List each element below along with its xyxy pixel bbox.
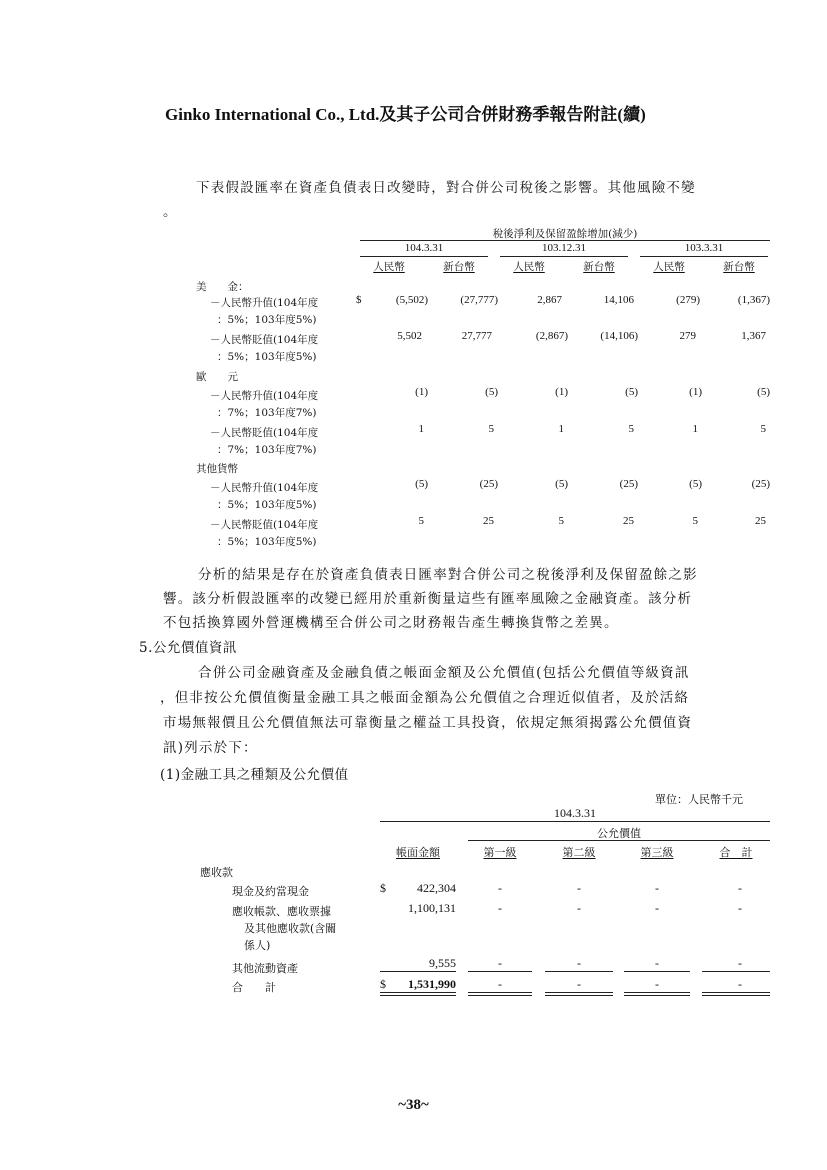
table-cell: (2,867) [535,330,568,342]
table-cell: 279 [679,330,696,342]
table-cell: (5) [625,386,638,398]
fair-value-line: 訊)列示於下： [163,740,258,756]
table-cell: (1,367) [737,294,770,306]
table-cell: - [577,881,581,895]
table-cell: 25 [483,515,494,527]
currency-col-header: 人民幣 [513,261,545,273]
table-cell: 5 [418,515,424,527]
row-label: ：5%；103年度5%) [217,499,317,511]
row-label: －人民幣升值(104年度 [210,482,319,494]
intro-line-1: 下表假設匯率在資產負債表日改變時，對合併公司稅後之影響。其他風險不變 [196,180,696,196]
table-cell: (14,106) [600,330,638,342]
period-header: 103.3.31 [684,242,724,254]
analysis-line: 響。該分析假設匯率的改變已經用於重新衡量這些有匯率風險之金融資產。該分析 [163,591,693,607]
row-label: ：7%；103年度7%) [217,407,317,419]
row-label: ：5%；103年度5%) [217,536,317,548]
table-cell: 1 [418,423,424,435]
col-header-carrying: 帳面金額 [396,846,440,859]
table-cell: 25 [755,515,766,527]
col-header-total: 合 計 [719,846,753,859]
table-cell: - [738,956,742,970]
section-label: 歐 元 [196,371,238,383]
table-cell: (5) [757,386,770,398]
table-cell: - [655,881,659,895]
table-cell: 5 [692,515,698,527]
currency-col-header: 新台幣 [443,261,475,273]
table-cell: 14,106 [603,294,634,306]
table-cell: - [498,881,502,895]
table-cell: (5) [689,478,702,490]
subheading: (1)金融工具之種類及公允價值 [160,767,349,783]
section-label: 美 金： [196,281,249,293]
table-cell: (279) [676,294,700,306]
table-cell: - [498,977,502,991]
section-label: 應收款 [200,866,233,879]
currency-col-header: 新台幣 [583,261,615,273]
table-cell: (25) [479,478,498,490]
table-cell: 5 [488,423,494,435]
table-cell: - [577,956,581,970]
section-heading: 5.公允價值資訊 [139,640,237,656]
analysis-line: 不包括換算國外營運機構至合併公司之財務報告產生轉換貨幣之差異。 [163,615,619,631]
table-cell: - [738,881,742,895]
row-label: 應收帳款、應收票據 [232,905,331,918]
dollar-sign: $ [380,977,386,991]
table-cell: (1) [415,386,428,398]
table-cell: (27,777) [460,294,498,306]
table-cell: - [577,977,581,991]
row-label: ：5%；103年度5%) [217,314,317,326]
row-label: 係人) [244,939,271,952]
dollar-sign: $ [356,294,362,306]
group-header: 稅後淨利及保留盈餘增加(減少) [492,228,638,240]
table-cell: 25 [623,515,634,527]
fair-value-line: ，但非按公允價值衡量金融工具之帳面金額為公允價值之合理近似值者，及於活絡 [160,690,690,706]
table-cell: 27,777 [461,330,492,342]
row-label: －人民幣貶值(104年度 [210,519,319,531]
table-cell: 5 [760,423,766,435]
table-cell: - [655,956,659,970]
table-cell: 5 [628,423,634,435]
row-label: ：7%；103年度7%) [217,444,317,456]
unit-label: 單位：人民幣千元 [655,793,743,806]
table-cell: (5) [485,386,498,398]
total-label: 合 計 [232,981,276,994]
row-label: －人民幣升值(104年度 [210,390,319,402]
row-label: －人民幣貶值(104年度 [210,427,319,439]
table-cell: - [498,901,502,915]
table-cell: 9,555 [429,956,456,970]
table-cell: - [498,956,502,970]
col-header-level2: 第二級 [562,846,596,859]
row-label: 現金及約當現金 [232,885,309,898]
currency-col-header: 人民幣 [653,261,685,273]
fair-value-header: 公允價值 [597,827,641,840]
row-label: 其他流動資產 [232,962,298,975]
period-header: 104.3.31 [554,806,596,820]
table-cell: (25) [751,478,770,490]
fair-value-line: 市場無報價且公允價值無法可靠衡量之權益工具投資，依規定無須揭露公允價值資 [163,715,693,731]
table-cell: - [655,977,659,991]
table-cell: 1 [692,423,698,435]
page-title: Ginko International Co., Ltd.及其子公司合併財務季報告附註(續) [165,105,646,124]
col-header-level1: 第一級 [483,846,517,859]
period-header: 103.12.31 [542,242,586,254]
table-cell: (5,502) [395,294,428,306]
table-cell: 1 [558,423,564,435]
table-cell: - [738,901,742,915]
table-cell: 5 [558,515,564,527]
table-cell: (1) [555,386,568,398]
row-label: －人民幣貶值(104年度 [210,334,319,346]
table-cell: 5,502 [397,330,422,342]
row-label: －人民幣升值(104年度 [210,297,319,309]
row-label: ：5%；103年度5%) [217,351,317,363]
table-cell: 2,867 [537,294,562,306]
row-label: 及其他應收款(含關 [244,922,337,935]
col-header-level3: 第三級 [640,846,674,859]
table-cell: - [655,901,659,915]
table-cell: (1) [689,386,702,398]
analysis-line: 分析的結果是存在於資產負債表日匯率對合併公司之稅後淨利及保留盈餘之影 [198,567,698,583]
table-cell: (5) [555,478,568,490]
intro-line-2: 。 [163,204,178,220]
table-cell: (25) [619,478,638,490]
currency-col-header: 人民幣 [373,261,405,273]
table-cell: - [738,977,742,991]
table-cell: 422,304 [417,881,456,895]
table-cell: 1,531,990 [408,977,456,991]
table-cell: - [577,901,581,915]
dollar-sign: $ [380,881,386,895]
currency-col-header: 新台幣 [723,261,755,273]
table-cell: 1,367 [741,330,766,342]
section-label: 其他貨幣 [196,463,238,475]
table-cell: 1,100,131 [408,901,456,915]
table-cell: (5) [415,478,428,490]
period-header: 104.3.31 [404,242,444,254]
fair-value-line: 合併公司金融資產及金融負債之帳面金額及公允價值(包括公允價值等級資訊 [198,665,690,681]
page-number: ~38~ [398,1097,429,1113]
